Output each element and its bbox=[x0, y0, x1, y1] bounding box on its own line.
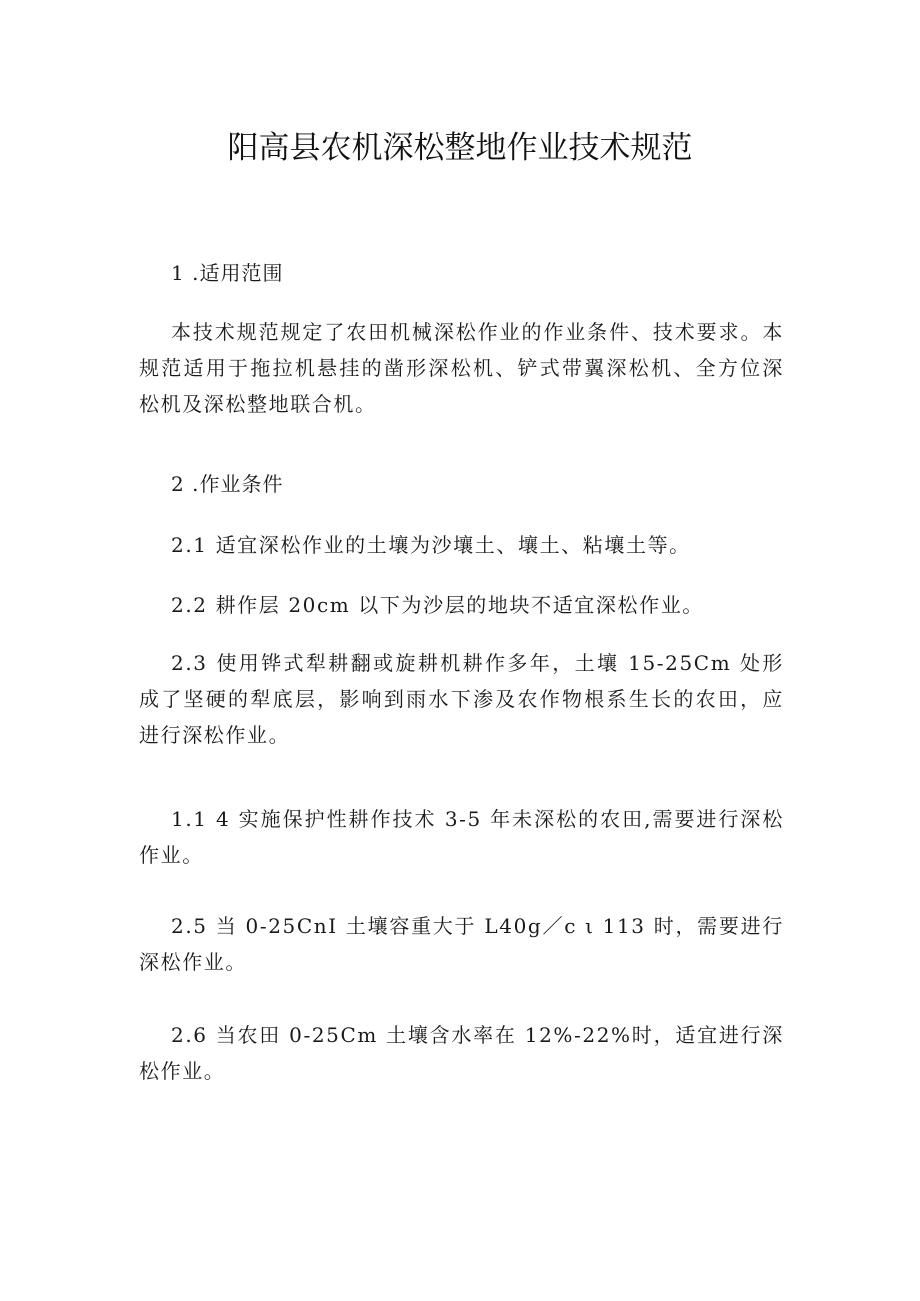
paragraph-2-4: 1.1 4 实施保护性耕作技术 3-5 年未深松的农田,需要进行深松作业。 bbox=[139, 807, 784, 867]
document-title: 阳高县农机深松整地作业技术规范 bbox=[227, 130, 693, 166]
paragraph-2-3: 2.3 使用铧式犁耕翻或旋耕机耕作多年，土壤 15-25Cm 处形成了坚硬的犁底层，影响到雨水下渗及农作物根系生长的农田，应进行深松作业。 bbox=[139, 651, 784, 747]
paragraph-2-1: 2.1 适宜深松作业的土壤为沙壤土、壤土、粘壤土等。 bbox=[171, 533, 691, 557]
paragraph-2-6: 2.6 当农田 0-25Cm 土壤含水率在 12%-22%时，适宜进行深松作业。 bbox=[139, 1023, 784, 1083]
section-heading-conditions: 2 .作业条件 bbox=[171, 472, 284, 496]
paragraph-2-2: 2.2 耕作层 20cm 以下为沙层的地块不适宜深松作业。 bbox=[171, 593, 704, 617]
paragraph-2-5: 2.5 当 0-25CnI 土壤容重大于 L40g／c ι 113 时，需要进行深松作业。 bbox=[139, 914, 784, 974]
section-heading-scope: 1 .适用范围 bbox=[171, 261, 284, 285]
paragraph-scope-body: 本技术规范规定了农田机械深松作业的作业条件、技术要求。本规范适用于拖拉机悬挂的凿形深松机、铲式带翼深松机、全方位深松机及深松整地联合机。 bbox=[139, 320, 784, 416]
